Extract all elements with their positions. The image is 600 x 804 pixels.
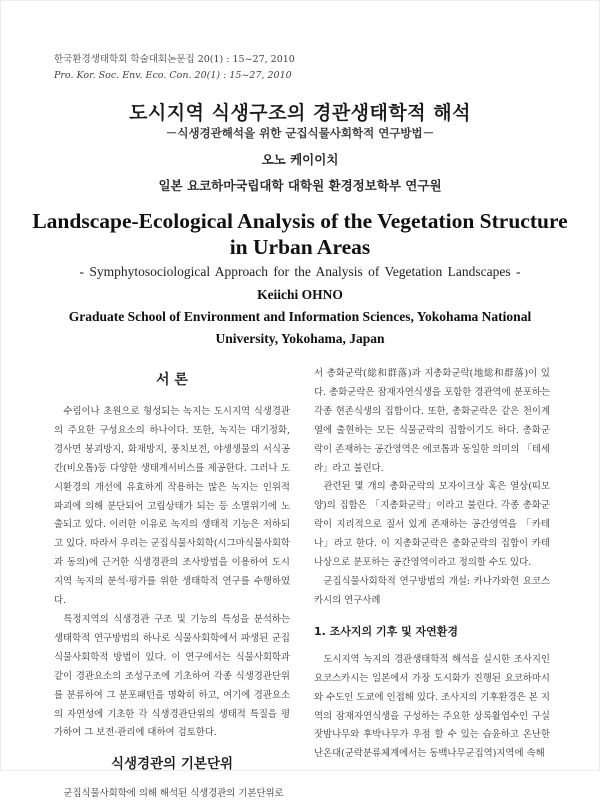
english-subtitle: - Symphytosociological Approach for the Analysis of Vegetation Landscapes - [79,264,521,279]
journal-citation-english: Pro. Kor. Soc. Env. Eco. Con. 20(1) : 15~27, 2010 [54,70,292,81]
section-heading-basic-units: 식생경관의 기본단위 [110,756,234,773]
body-paragraph: 서 총화군락(総和群落)과 지총화군락(地総和群落)이 있다. 총화군락은 잠재자연식생을 포함한 경관역에 분포하는 각종 현존식생의 집합이다. 또한, 총화군락은 같은 천이계열에 출현하는 모든 식물군락의 집합이기도 하다. 총화군락이 존재하는 공간영역은 에코톱과 동일한 의미의 「테세라」라고 불린다. [314,368,550,474]
korean-title: 도시지역 식생구조의 경관생태학적 해석 [129,102,471,124]
body-paragraph: 관련된 몇 개의 총화군락의 모자이크상 혹은 열상(띠모양)의 집합은 「지총화군락」이라고 불린다. 각종 총화군락이 지리적으로 질서 있게 존재하는 공간영역을 「카테나」라고 한다. 이 지총화군락은 총화군락의 집합이 카테나상으로 분포하는 공간영역이라고 정의할 수도 있다. [314,481,550,569]
english-title: Landscape-Ecological Analysis of the Vegetation Structure in Urban Areas [32,209,568,259]
right-column [314,365,550,764]
journal-citation [54,52,295,84]
body-paragraph: 도시지역 녹지의 경관생태학적 해석을 실시한 조사지인 요코스카시는 일본에서 가장 도시화가 진행된 요코하마시와 수도인 도쿄에 인접해 있다. 조사지의 기후환경은 본 지역의 잠재자연식생을 구성하는 주요한 상록활엽수인 구실잣밤나무와 후박나무가 우점 할 수 있는 습윤하고 온난한 난온대(군락분류체계에서는 동백나무군집역)지역에 속해 [314,653,550,760]
body-paragraph: 군집식물사회학적 연구방법의 개설: 카나가와현 요코스카시의 연구사례 [314,575,550,606]
body-paragraph: 수림이나 초원으로 형성되는 녹지는 도시지역 식생경관의 주요한 구성요소의 하나이다. 또한, 녹지는 대기정화, 경사면 붕괴방지, 화재방지, 풍치보전, 야생생물의 서식공간(비오톱)등 다양한 생태계서비스를 제공한다. 그러나 도시환경의 개선에 유효하게 작용하는 많은 녹지는 인위적 파괴에 의해 분단되어 고립상태가 되는 등 소멸위기에 노출되고 있다. 이러한 이유로 녹지의 생태적 기능은 저하되고 있다. 따라서 우리는 군집식물사회학(시그마식물사회학과 동의)에 근거한 식생경관의 조사방법을 이용하여 도시지역 녹지의 분석·평가를 위한 생태학적 연구를 수행하였다. [54,406,290,607]
body-paragraph: 특정지역의 식생경관 구조 및 기능의 특성을 분석하는 생태학적 연구방법의 하나로 식물사회학에서 파생된 군집식물사회학적 방법이 있다. 이 연구에서는 식물사회학과 같이 경관요소의 조성구조에 기초하여 각종 식생경관단위를 분류하여 그 분포패턴을 명확히 하고, 여기에 경관요소의 자연성에 기초한 각 식생경관단위의 생태적 특질을 평가하여 그 보전·관리에 대하여 검토한다. [54,613,290,739]
korean-author: 오노 케이이치 [261,152,339,167]
body-paragraph: 군집식물사회학에 의해 해석된 식생경관의 기본단위로 [63,788,284,800]
english-affiliation: Graduate School of Environment and Information Sciences, Yokohama National University, Yokohama, Japan [68,309,532,346]
subsection-heading-climate: 1. 조사지의 기후 및 자연환경 [314,624,459,638]
journal-citation-korean: 한국환경생태학회 학술대회논문집 20(1) : 15~27, 2010 [54,54,295,65]
english-author: Keiichi OHNO [257,287,343,302]
korean-affiliation: 일본 요코하마국립대학 대학원 환경정보학부 연구원 [158,178,442,193]
left-column [54,363,290,804]
korean-subtitle: －식생경관해석을 위한 군집식물사회학적 연구방법－ [165,126,435,140]
section-heading-introduction: 서 론 [156,372,188,388]
